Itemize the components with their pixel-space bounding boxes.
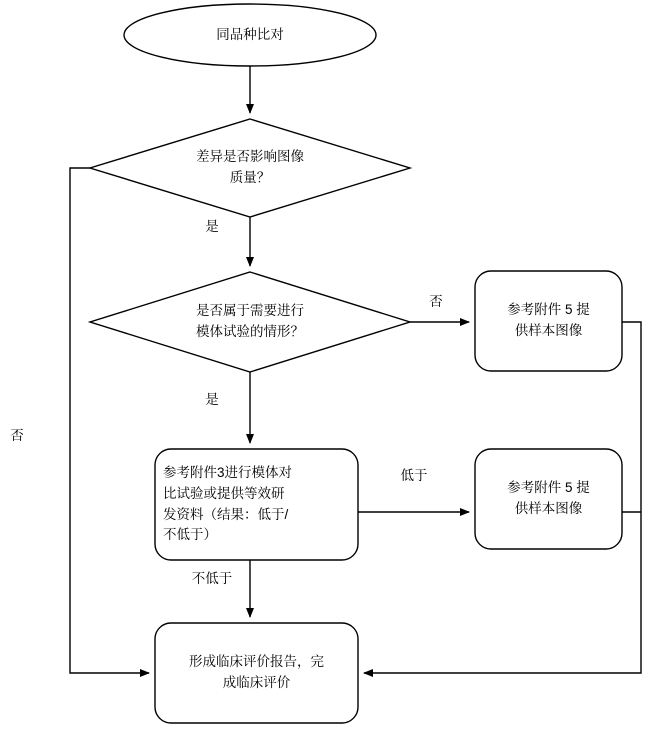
edge-label-yes-image-quality: 是 (205, 219, 219, 234)
node-decision-image-quality-shape (90, 119, 410, 217)
node-phantom-comparison-label: 参考附件3进行模体对 比试验或提供等效研 发资料（结果：低于/ 不低于） (163, 464, 293, 543)
node-start-shape (124, 4, 376, 66)
edge-label-no-image-quality: 否 (8, 428, 23, 442)
edge-label-lower-than: 低于 (400, 468, 428, 483)
node-decision-phantom-test-label: 是否属于需要进行 模体试验的情形？ (196, 303, 304, 339)
edge-label-no-phantom-test: 否 (429, 294, 443, 309)
edge-label-yes-phantom-test: 是 (205, 392, 219, 407)
node-clinical-report-shape (155, 623, 358, 723)
node-decision-phantom-test-shape (90, 272, 410, 372)
node-sample-image-middle-shape (475, 449, 622, 549)
node-decision-image-quality-label: 差异是否影响图像 质量？ (196, 149, 304, 185)
node-start-label: 同品种比对 (216, 26, 284, 42)
edge-label-not-lower-than: 不低于 (191, 571, 233, 586)
node-sample-image-top-label: 参考附件 5 提 供样本图像 (507, 302, 590, 338)
node-clinical-report-label: 形成临床评价报告，完 成临床评价 (189, 654, 324, 690)
node-phantom-comparison-shape (155, 449, 358, 560)
node-sample-image-top-shape (475, 271, 622, 371)
node-sample-image-middle-label: 参考附件 5 提 供样本图像 (507, 480, 590, 516)
